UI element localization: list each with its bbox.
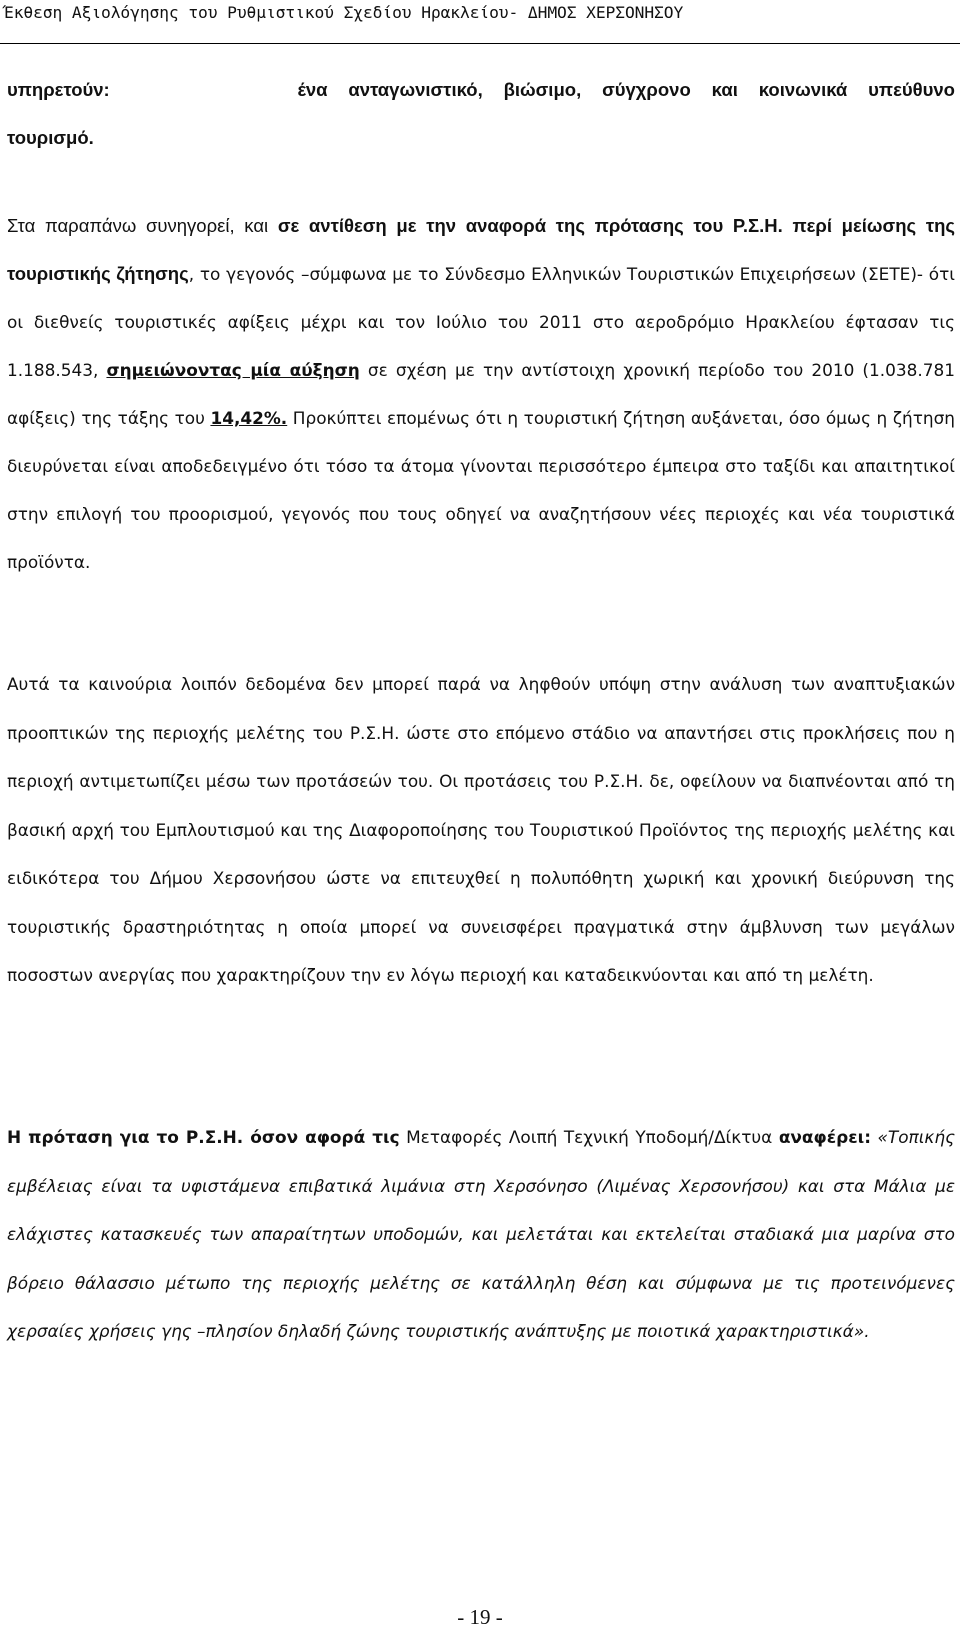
paragraph-2-text	[7, 202, 955, 586]
paragraph-1	[7, 66, 955, 162]
header-title: Έκθεση Αξιολόγησης του Ρυθμιστικού Σχεδίου Ηρακλείου- ΔΗΜΟΣ ΧΕΡΣΟΝΗΣΟΥ	[4, 3, 684, 22]
paragraph-2	[7, 202, 955, 586]
page-header	[0, 0, 960, 44]
paragraph-3	[7, 660, 955, 1000]
paragraph-2-intro: Στα παραπάνω συνηγορεί, και	[7, 215, 278, 236]
paragraph-2-percent	[210, 408, 287, 428]
paragraph-4	[7, 1113, 955, 1356]
paragraph-2-percent-text: 14,42%.	[210, 408, 288, 428]
paragraph-1-lead: υπηρετούν:	[7, 79, 110, 100]
paragraph-2-highlight-text: σημειώνοντας μία αύξηση	[106, 360, 360, 380]
paragraph-2-emphasis: σε αντίθεση με την αναφορά της πρότασης του Ρ.Σ.Η. περί μείωσης της τουριστικής ζήτησης	[7, 215, 955, 284]
paragraph-4-lead: Η πρόταση για το Ρ.Σ.Η. όσον αφορά τις	[7, 1127, 400, 1147]
paragraph-2-conclusion: Προκύπτει επομένως ότι η τουριστική ζήτηση αυξάνεται, όσο όμως η ζήτηση διευρύνεται είναι αποδεδειγμένο ότι τόσο τα άτομα γίνονται περισσότερο έμπειρα στο ταξίδι και απαιτητικοί στην επιλογή του προορισμού, γεγονός που τους οδηγεί να αναζητήσουν νέες περιοχές και νέα τουριστικά προϊόντα.	[7, 408, 955, 572]
paragraph-4-topic: Μεταφορές Λοιπή Τεχνική Υποδομή/Δίκτυα	[399, 1127, 779, 1147]
paragraph-2-body: , το γεγονός –σύμφωνα με το Σύνδεσμο Ελληνικών Τουριστικών Επιχειρήσεων (ΣΕΤΕ)- ότι οι διεθνείς τουριστικές αφίξεις μέχρι και τον Ιούλιο του 2011 στο αεροδρόμιο Ηρακλείου έφτασαν τις 1.188.543,	[7, 264, 955, 380]
paragraph-4-text	[7, 1113, 955, 1356]
paragraph-4-quote: «Τοπικής εμβέλειας είναι τα υφιστάμενα επιβατικά λιμάνια στη Χερσόνησο (Λιμένας Χερσονήσου) και στα Μάλια με ελάχιστες κατασκευές των απαραίτητων υποδομών, και μελετάται και εκτελείται σταδιακά μια μαρίνα στο βόρειο θάλασσιο μέτωπο της περιοχής μελέτης σε κατάλληλη θέση και σύμφωνα με τις προτεινόμενες χερσαίες χρήσεις γης –πλησίον δηλαδή ζώνης τουριστικής ανάπτυξης με ποιοτικά χαρακτηριστικά».	[7, 1127, 956, 1341]
paragraph-1-line-2: τουρισμό.	[7, 127, 94, 148]
paragraph-2-comparison: σε σχέση με την αντίστοιχη χρονική περίοδο του 2010 (1.038.781 αφίξεις) της τάξης του	[7, 360, 955, 428]
page-number: - 19 -	[457, 1605, 503, 1629]
paragraph-3-text: Αυτά τα καινούρια λοιπόν δεδομένα δεν μπορεί παρά να ληφθούν υπόψη στην ανάλυση των αναπτυξιακών προοπτικών της περιοχής μελέτης του Ρ.Σ.Η. ώστε στο επόμενο στάδιο να απαντήσει στις προκλήσεις που η περιοχή αντιμετωπίζει μέσω των προτάσεών του. Οι προτάσεις του Ρ.Σ.Η. δε, οφείλουν να διαπνέονται από τη βασική αρχή του Εμπλουτισμού και της Διαφοροποίησης του Τουριστικού Προϊόντος της περιοχής μελέτης και ειδικότερα του Δήμου Χερσονήσου ώστε να επιτευχθεί η πολυπόθητη χωρική και χρονική διεύρυνση της τουριστικής δραστηριότητας η οποία μπορεί να συνεισφέρει πραγματικά στην άμβλυνση των μεγάλων ποσοστων ανεργίας που χαρακτηρίζουν την εν λόγω περιοχή και καταδεικνύονται και από τη μελέτη.	[7, 674, 955, 985]
paragraph-1-text: ένα ανταγωνιστικό, βιώσιμο, σύγχρονο και κοινωνικά υπεύθυνο	[297, 79, 955, 100]
paragraph-4-verb: αναφέρει:	[778, 1127, 871, 1147]
paragraph-2-highlight	[106, 360, 359, 380]
paragraph-1-line-1	[7, 66, 955, 114]
